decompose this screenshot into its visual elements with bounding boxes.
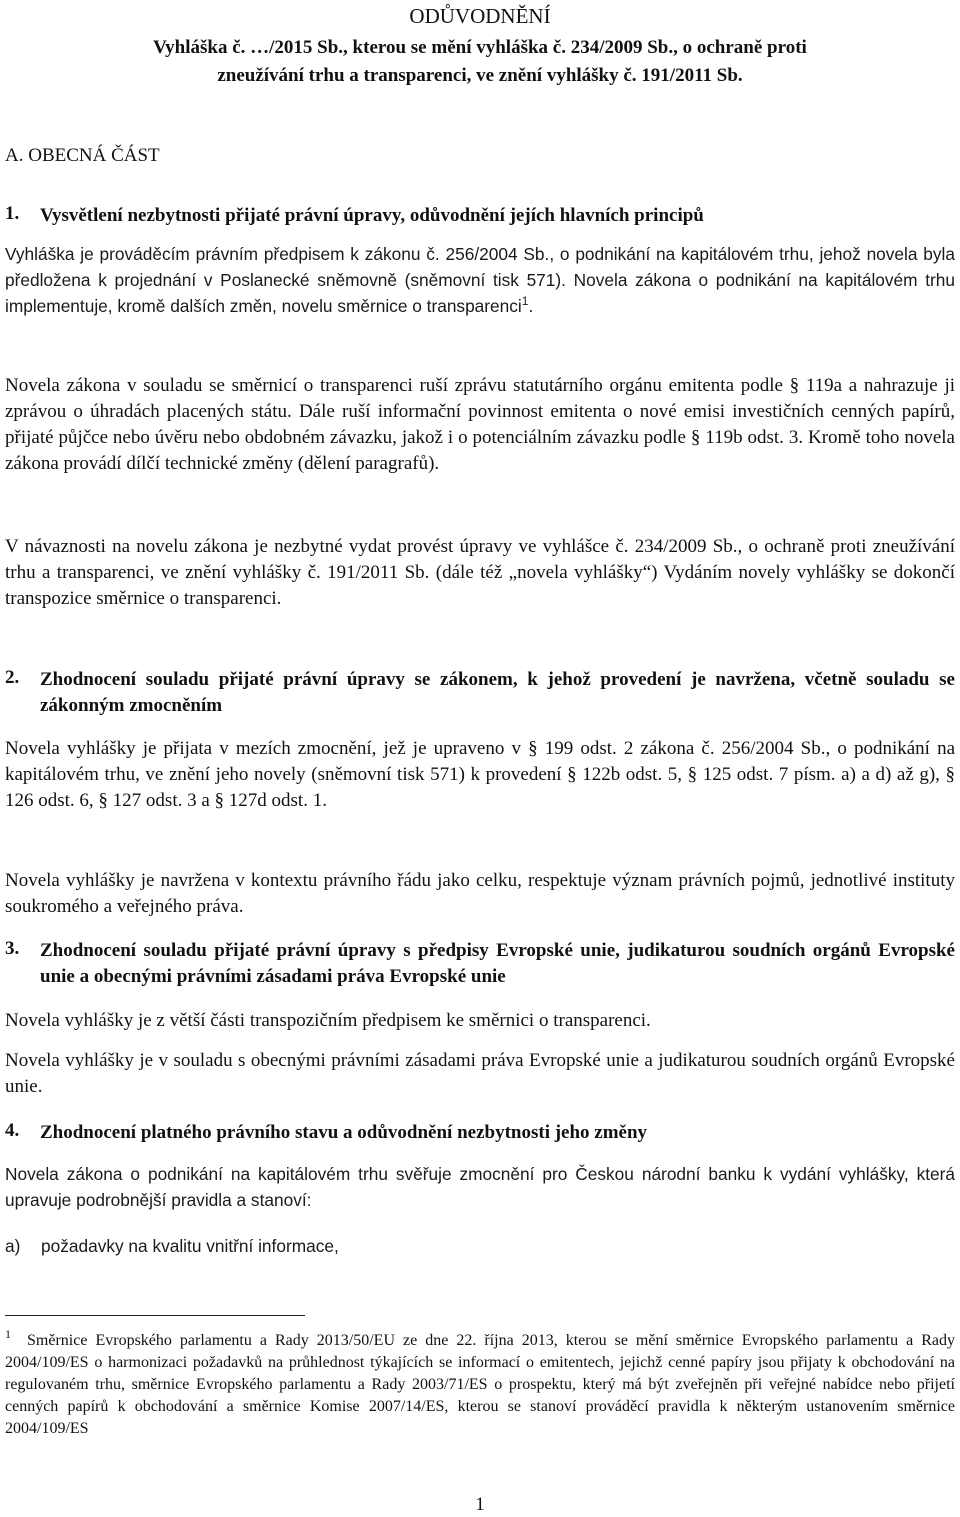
- paragraph-6: Novela vyhlášky je z větší části transpozičním předpisem ke směrnici o transparenci.: [5, 1010, 651, 1031]
- paragraph-8: Novela zákona o podnikání na kapitálovém trhu svěřuje zmocnění pro Českou národní banku k vydání vyhlášky, která upravuje podrobnější pravidla a stanoví:: [5, 1164, 955, 1210]
- list-item-a: požadavky na kvalitu vnitřní informace,: [41, 1236, 339, 1256]
- subtitle-line-1: Vyhláška č. …/2015 Sb., kterou se mění vyhláška č. 234/2009 Sb., o ochraně proti: [153, 37, 807, 58]
- footnote-separator: [5, 1315, 305, 1316]
- paragraph-2: Novela zákona v souladu se směrnicí o transparenci ruší zprávu statutárního orgánu emitenta podle § 119a a nahrazuje ji zprávou o úhradách placených státu. Dále ruší informační povinnost emitenta o nové emisi investičních cenných papírů, přijaté půjčce nebo úvěru nebo obdobném závazku, jakož i o potenciálním závazku podle § 119b odst. 3. Kromě toho novela zákona provádí dílčí technické změny (dělení paragrafů).: [5, 375, 955, 474]
- footnote-marker: 1: [5, 1327, 11, 1341]
- page-number: 1: [475, 1494, 485, 1515]
- section-3-title: Zhodnocení souladu přijaté právní úpravy s předpisy Evropské unie, judikaturou soudních orgánů Evropské unie a obecnými právními zásadami práva Evropské unie: [40, 940, 955, 987]
- paragraph-5: Novela vyhlášky je navržena v kontextu právního řádu jako celku, respektuje význam právních pojmů, jednotlivé instituty soukromého a veřejného práva.: [5, 870, 955, 917]
- footnote-ref-1: 1: [521, 294, 529, 308]
- section-1-title: Vysvětlení nezbytnosti přijaté právní úpravy, odůvodnění jejích hlavních principů: [40, 205, 704, 226]
- part-a-heading: A. OBECNÁ ČÁST: [5, 145, 160, 166]
- section-2-title: Zhodnocení souladu přijaté právní úpravy se zákonem, k jehož provedení je navržena, včetně souladu se zákonným zmocněním: [40, 669, 955, 716]
- section-2-number: 2.: [5, 667, 20, 688]
- list-item-a-label: a): [5, 1236, 21, 1256]
- paragraph-3: V návaznosti na novelu zákona je nezbytné vydat provést úpravy ve vyhlášce č. 234/2009 Sb., o ochraně proti zneužívání trhu a transparenci, ve znění vyhlášky č. 191/2011 Sb. (dále též „novela vyhlášky“) Vydáním novely vyhlášky se dokončí transpozice směrnice o transparenci.: [5, 536, 955, 609]
- section-3-number: 3.: [5, 938, 20, 959]
- section-1-number: 1.: [5, 203, 20, 224]
- section-4-number: 4.: [5, 1120, 20, 1141]
- section-4-title: Zhodnocení platného právního stavu a odůvodnění nezbytnosti jeho změny: [40, 1122, 648, 1143]
- subtitle-line-2: zneužívání trhu a transparenci, ve znění vyhlášky č. 191/2011 Sb.: [217, 65, 743, 86]
- paragraph-4: Novela vyhlášky je přijata v mezích zmocnění, jež je upraveno v § 199 odst. 2 zákona č. 256/2004 Sb., o podnikání na kapitálovém trhu, ve znění jeho novely (sněmovní tisk 571) k provedení § 122b odst. 5, § 125 odst. 7 písm. a) a d) až g), § 126 odst. 6, § 127 odst. 3 a § 127d odst. 1.: [5, 738, 955, 811]
- document-heading: ODŮVODNĚNÍ: [409, 4, 551, 28]
- paragraph-7: Novela vyhlášky je v souladu s obecnými právními zásadami práva Evropské unie a judikaturou soudních orgánů Evropské unie.: [5, 1050, 955, 1097]
- paragraph-1: Vyhláška je prováděcím právním předpisem k zákonu č. 256/2004 Sb., o podnikání na kapitálovém trhu, jehož novela byla předložena k projednání v Poslanecké sněmovně (sněmovní tisk 571). Novela zákona o podnikání na kapitálovém trhu implementuje, kromě dalších změn, novelu směrnice o transparenci$^1$.: [5, 244, 955, 316]
- footnote-1: $^1$ Směrnice Evropského parlamentu a Rady 2013/50/EU ze dne 22. října 2013, kterou se mění směrnice Evropského parlamentu a Rady 2004/109/ES o harmonizaci požadavků na průhlednost týkajících se informací o emitentech, jejichž cenné papíry jsou přijaty k obchodování na regulovaném trhu, směrnice Evropského parlamentu a Rady 2003/71/ES o prospektu, který má být zveřejněn při veřejné nabídce nebo přijetí cenných papírů k obchodování a směrnice Komise 2007/14/ES, kterou se stanoví prováděcí pravidla k některým ustanovením směrnice 2004/109/ES: [5, 1327, 955, 1437]
